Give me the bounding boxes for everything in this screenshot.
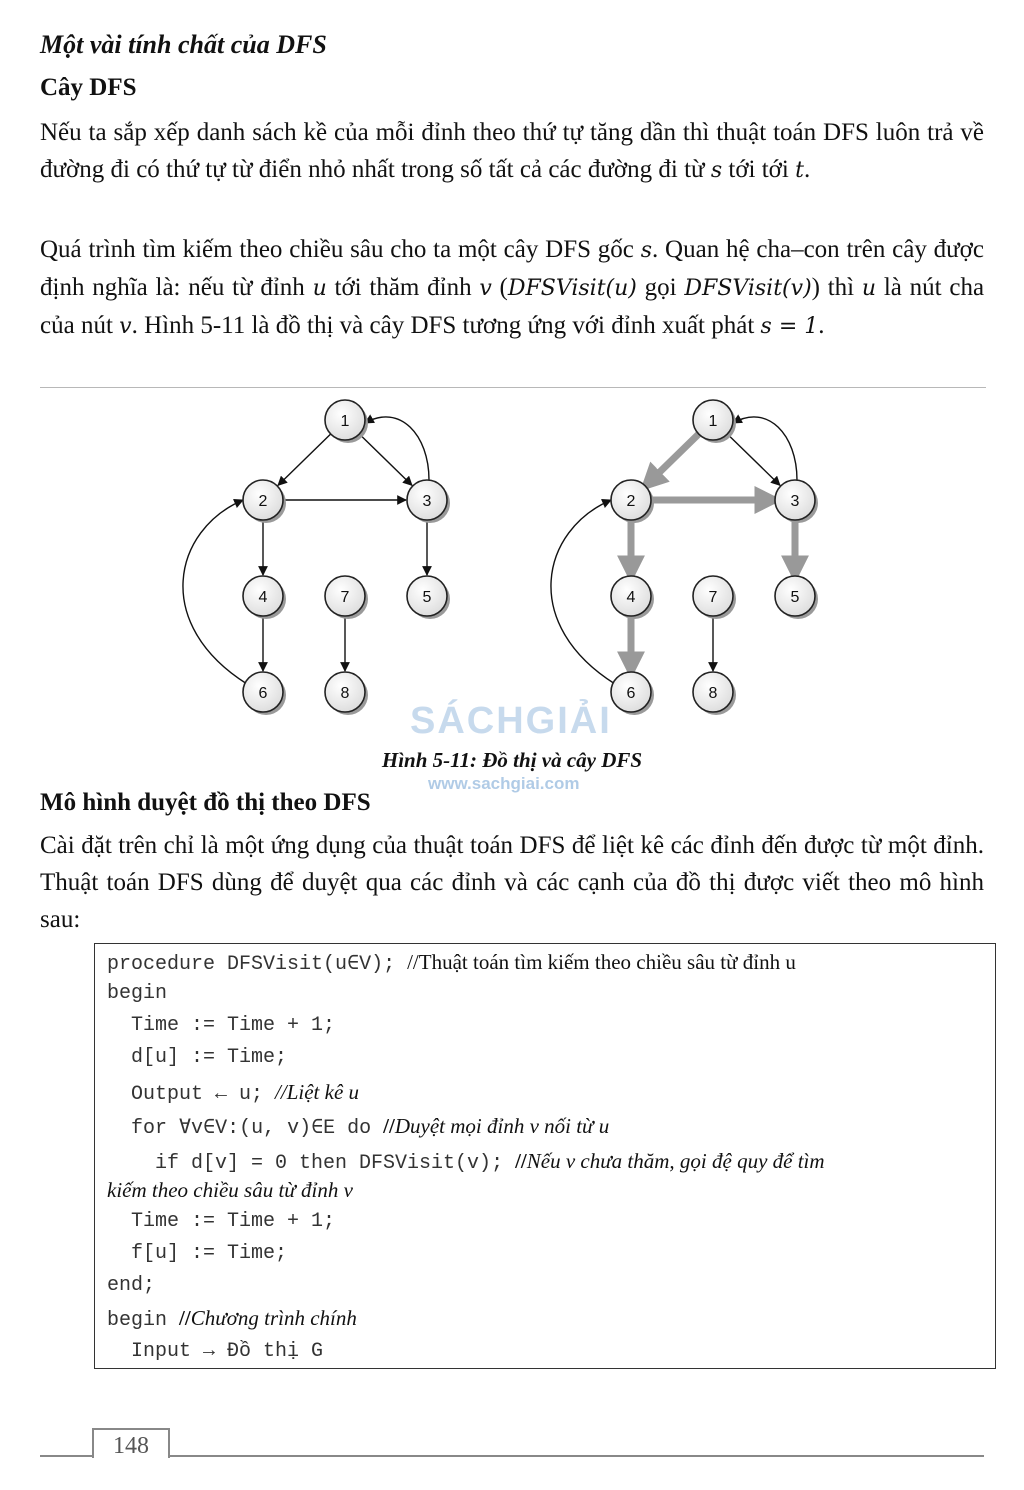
- p2-call-u: DFSVisit(u): [507, 276, 637, 301]
- code-text: for ∀v∈V:(u, v)∈E do: [107, 1117, 384, 1140]
- p2-l2b: tới thăm đỉnh: [326, 274, 480, 301]
- p2-var-u: u: [312, 276, 327, 301]
- figure-top-rule: [40, 387, 986, 388]
- node-7-label: 7: [708, 589, 718, 606]
- code-comment-slash: //: [179, 1306, 191, 1330]
- code-line-1: [107, 950, 796, 976]
- p2-var-s: s: [640, 238, 652, 263]
- p2-l4a: ứng với đỉnh xuất phát: [527, 312, 761, 339]
- caption-text: : Đồ thị và cây DFS: [470, 748, 643, 772]
- p2-call-v: DFSVisit(v): [684, 276, 812, 301]
- p2-l1b: . Quan hệ cha–con: [652, 236, 840, 263]
- paragraph-dfs-model: [40, 827, 984, 938]
- code-block: [94, 943, 996, 1369]
- graph-left: [183, 400, 450, 715]
- node-8-label: 8: [708, 685, 718, 702]
- p1-line3: tới tới: [728, 156, 796, 183]
- code-comment: kiếm theo chiều sâu từ đỉnh v: [107, 1178, 353, 1202]
- dfs-figure: [180, 392, 840, 732]
- code-comment-slash: //: [515, 1149, 527, 1173]
- edge-1-2-tree: [646, 434, 699, 485]
- code-line-7: [107, 1149, 825, 1175]
- code-line-13: Input → Đồ thị G: [107, 1340, 324, 1363]
- node-3-label: 3: [790, 493, 800, 510]
- code-line-6: [107, 1114, 609, 1140]
- edge-1-3: [359, 434, 412, 485]
- code-text: begin: [107, 1309, 180, 1332]
- node-3-label: 3: [422, 493, 432, 510]
- code-line-2: begin: [107, 982, 168, 1005]
- p2-l4b: .: [818, 312, 825, 339]
- node-1-label: 1: [340, 413, 350, 430]
- code-comment: //Thuật toán tìm kiếm theo chiều sâu từ đỉnh u: [407, 950, 796, 974]
- caption-label: Hình 5-11: [381, 748, 471, 772]
- code-comment: Chương trình chính: [190, 1306, 357, 1330]
- node-2-label: 2: [626, 493, 636, 510]
- code-text: Output ← u;: [107, 1083, 276, 1106]
- edge-6-2: [183, 500, 247, 684]
- p2-l3a: ) thì: [811, 274, 862, 301]
- node-4-label: 4: [626, 589, 636, 606]
- p2-l3b: là nút cha của nút: [40, 274, 985, 339]
- code-comment-slash: //: [383, 1114, 395, 1138]
- p2-var-u2: u: [861, 276, 877, 301]
- p1-var-t: t: [795, 158, 804, 183]
- paragraph-dfs-tree: [40, 231, 984, 345]
- figure-caption: [0, 748, 1024, 773]
- node-1-label: 1: [708, 413, 718, 430]
- p2-l2a: trên cây được định nghĩa là: nếu từ đỉnh: [40, 236, 984, 301]
- p2-l2d: gọi: [636, 274, 677, 301]
- code-comment: Duyệt mọi đỉnh v nối từ u: [394, 1114, 610, 1138]
- code-line-12: [107, 1306, 357, 1332]
- code-comment: Nếu v chưa thăm, gọi đệ quy để tìm: [526, 1149, 825, 1173]
- node-6-label: 6: [258, 685, 268, 702]
- node-4-label: 4: [258, 589, 268, 606]
- section-title: Một vài tính chất của DFS: [40, 30, 327, 59]
- code-line-8: [107, 1178, 353, 1204]
- p2-l1a: Quá trình tìm kiếm theo chiều sâu cho ta một cây DFS gốc: [40, 236, 641, 263]
- watermark-brand: SÁCHGIẢI: [410, 700, 612, 742]
- p3-line1: Cài đặt trên chỉ là một ứng dụng của thuật toán DFS để liệt kê các đỉnh đến được: [40, 832, 855, 859]
- p3-line2: từ một đỉnh. Thuật toán DFS dùng để duyệt qua các đỉnh và các cạnh của đồ thị: [40, 832, 985, 896]
- p1-line2: luôn trả về đường đi có thứ tự từ điển nhỏ nhất trong số tất cả các đường đi từ: [40, 119, 985, 183]
- edge-6-2: [551, 500, 615, 684]
- code-line-5: [107, 1080, 359, 1106]
- code-text: if d[v] = 0 then DFSVisit(v);: [107, 1152, 516, 1175]
- node-5-label: 5: [422, 589, 432, 606]
- subsection-title-dfs-model: Mô hình duyệt đồ thị theo DFS: [40, 789, 371, 816]
- node-5-label: 5: [790, 589, 800, 606]
- code-line-11: end;: [107, 1274, 156, 1297]
- p2-var-v: v: [479, 276, 492, 301]
- p2-var-v2: v: [119, 314, 132, 339]
- node-8-label: 8: [340, 685, 350, 702]
- p2-l2c: (: [491, 274, 508, 301]
- code-line-4: d[u] := Time;: [107, 1046, 288, 1069]
- code-line-9: Time := Time + 1;: [107, 1210, 336, 1233]
- p2-l3c: . Hình 5-11 là đồ thị và cây DFS tương: [131, 312, 522, 339]
- watermark-url: www.sachgiai.com: [428, 774, 580, 793]
- code-text: procedure DFSVisit(u∈V);: [107, 953, 408, 976]
- p1-line1: Nếu ta sắp xếp danh sách kề của mỗi đỉnh theo thứ tự tăng dần thì thuật toán DFS: [40, 119, 869, 146]
- page-number: 148: [92, 1428, 170, 1458]
- edge-1-3: [727, 434, 780, 485]
- node-7-label: 7: [340, 589, 350, 606]
- p2-eq: s = 1: [760, 314, 819, 339]
- code-comment: //Liệt kê u: [275, 1080, 360, 1104]
- footer-rule: [40, 1455, 984, 1457]
- node-2-label: 2: [258, 493, 268, 510]
- node-6-label: 6: [626, 685, 636, 702]
- subsection-title-dfs-tree: Cây DFS: [40, 74, 137, 101]
- code-line-3: Time := Time + 1;: [107, 1014, 336, 1037]
- p3-line3: được viết theo mô hình sau:: [40, 869, 984, 933]
- paragraph-dfs-order: [40, 114, 984, 189]
- p1-end: .: [803, 156, 811, 183]
- p1-var-s: s: [710, 158, 723, 183]
- graph-right-dfs-tree: [551, 400, 818, 715]
- edge-1-2: [278, 434, 331, 485]
- code-line-10: f[u] := Time;: [107, 1242, 288, 1265]
